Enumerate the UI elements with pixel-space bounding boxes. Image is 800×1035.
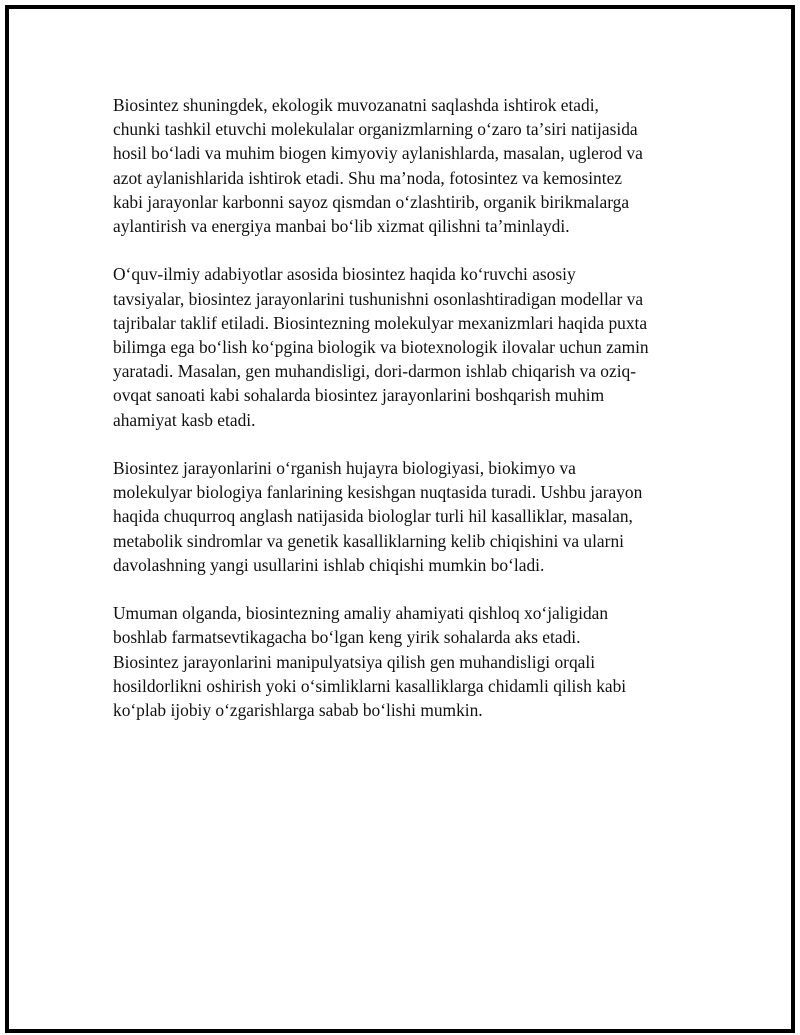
paragraph-line: hosil boʻladi va muhim biogen kimyoviy aylanishlarda, masalan, uglerod va — [113, 143, 643, 164]
paragraph-line: yaratadi. Masalan, gen muhandisligi, dori-darmon ishlab chiqarish va oziq- — [113, 361, 637, 382]
paragraph-line: ovqat sanoati kabi sohalarda biosintez jarayonlarini boshqarish muhim — [113, 385, 605, 406]
paragraph-line: kabi jarayonlar karbonni sayoz qismdan oʻzlashtirib, organik birikmalarga — [113, 191, 630, 212]
paragraph-line: molekulyar biologiya fanlarining kesishgan nuqtasida turadi. Ushbu jarayon — [113, 482, 643, 503]
paragraph-line: chunki tashkil etuvchi molekulalar organizmlarning oʻzaro taʼsiri natijasida — [113, 119, 638, 140]
paragraph-line: bilimga ega boʻlish koʻpgina biologik va biotexnologik ilovalar uchun zamin — [113, 337, 649, 358]
paragraph-line: Biosintez jarayonlarini manipulyatsiya qilish gen muhandisligi orqali — [113, 651, 596, 672]
paragraph-line: tajribalar taklif etiladi. Biosintezning molekulyar mexanizmlari haqida puxta — [113, 312, 648, 333]
paragraph-line: tavsiyalar, biosintez jarayonlarini tushunishni osonlashtiradigan modellar va — [113, 288, 644, 309]
paragraph-line: ahamiyat kasb etadi. — [113, 409, 256, 430]
document-body — [113, 93, 693, 746]
paragraph-line: Umuman olganda, biosintezning amaliy ahamiyati qishloq xoʻjaligidan — [113, 603, 609, 624]
paragraph-line: koʻplab ijobiy oʻzgarishlarga sabab boʻlishi mumkin. — [113, 700, 483, 721]
paragraph-2 — [113, 262, 693, 431]
paragraph-1 — [113, 93, 693, 238]
paragraph-line: davolashning yangi usullarini ishlab chiqishi mumkin boʻladi. — [113, 554, 545, 575]
paragraph-4 — [113, 601, 693, 722]
paragraph-line: Oʻquv-ilmiy adabiyotlar asosida biosintez haqida koʻruvchi asosiy — [113, 264, 576, 285]
paragraph-line: Biosintez shuningdek, ekologik muvozanatni saqlashda ishtirok etadi, — [113, 95, 599, 115]
paragraph-line: Biosintez jarayonlarini oʻrganish hujayra biologiyasi, biokimyo va — [113, 458, 576, 479]
paragraph-line: azot aylanishlarida ishtirok etadi. Shu maʼnoda, fotosintez va kemosintez — [113, 167, 623, 188]
paragraph-3 — [113, 456, 693, 577]
paragraph-line: haqida chuqurroq anglash natijasida biologlar turli hil kasalliklar, masalan, — [113, 506, 633, 527]
paragraph-line: hosildorlikni oshirish yoki oʻsimliklarni kasalliklarga chidamli qilish kabi — [113, 675, 627, 696]
paragraph-line: aylantirish va energiya manbai boʻlib xizmat qilishni taʼminlaydi. — [113, 216, 570, 237]
paragraph-line: boshlab farmatsevtikagacha boʻlgan keng yirik sohalarda aks etadi. — [113, 627, 581, 648]
paragraph-line: metabolik sindromlar va genetik kasalliklarning kelib chiqishini va ularni — [113, 530, 624, 551]
